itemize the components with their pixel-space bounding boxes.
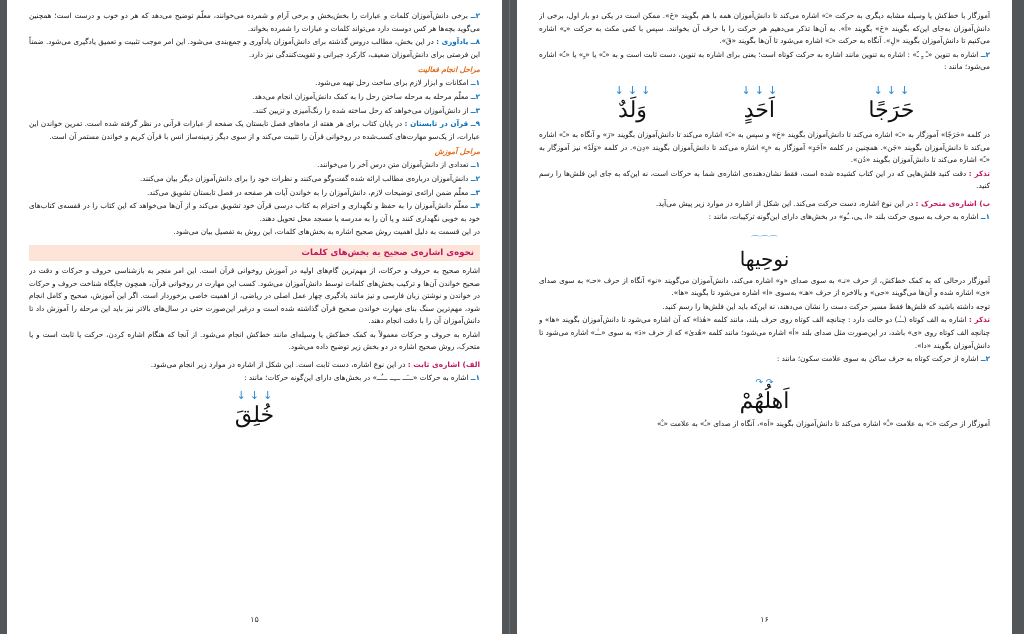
subsection-heading: الف) اشاره‌ی ثابت : در این نوع اشاره، دست ثابت است. این شکل از اشاره در موارد زیر انجام می‌شود. [150, 360, 480, 370]
arrow-curve-icon: ⌒⌒⌒ [750, 235, 778, 246]
page-number: ۱۶ [760, 615, 769, 624]
arrow-down-icon: ↓ [754, 83, 764, 97]
paragraph: توجه داشته باشید که فلش‌ها فقط مسیر حرکت دست را نشان می‌دهند، نه این‌که باید این فلش‌ها را رسم کنید. [662, 301, 990, 311]
paragraph: آموزگار با خط‌کش یا وسیله مشابه دیگری به حرکت «ـَ» اشاره می‌کند تا دانش‌آموزان همه با هم بگویند «خَ». ممکن است در یکی دو بار اول، برخی از دانش‌آموزان به‌جای این‌که بگویند «خَ» بگویند «اَ». به آن‌ها تذکر می‌دهیم هر حرکت را با حرف آن بخوانند. سپس با کمی مکث به حرکت «ـِ» اشاره می‌کنیم تا دانش‌آموزان بگویند «لِ». آنگاه به حرکت «ـَ» اشاره می‌شود تا آن‌ها بگویند «قَ». [539, 11, 990, 46]
arrow-down-icon: ↓ [641, 83, 651, 97]
example-item [615, 84, 651, 123]
page-divider [509, 0, 510, 634]
arrow-curve-icon: ↷ ↷ [755, 377, 774, 388]
paragraph: ۹ــ قرآن در تابستان : در پایان کتاب برای هر هفته از ماه‌های فصل تابستان یک صفحه از عبارات قرآنی در نظر گرفته شده است. تمرین خواندن این عبارات، از یک‌سو مهارت‌های کسب‌شده در روخوانی قرآن را تثبیت می‌کند و از سوی دیگر زمینه‌ساز انس با قرآن کریم و خواندن مستمر آن است. [29, 119, 480, 141]
list-item: ۱ــ تعدادی از دانش‌آموزان متن درس آخر را می‌خوانند. [317, 160, 480, 170]
paragraph: آموزگار از حرکت «ـَ» به علامت «ـْ» اشاره می‌کند تا دانش‌آموزان بگویند «اَه»، آنگاه از صدای «ـُ» به علامت «ـْ» [656, 418, 990, 428]
paragraph: در این قسمت به دلیل اهمیت روش صحیح اشاره به بخش‌های کلمات، این روش به تفصیل بیان می‌شود. [173, 227, 480, 237]
list-item: ۱ــ امکانات و ابزار لازم برای ساخت رحل تهیه می‌شود. [315, 78, 480, 88]
arrow-down-icon: ↓ [627, 83, 638, 97]
example-word: نوحِیها [739, 246, 790, 271]
arrow-down-icon: ↓ [767, 83, 778, 97]
list-item: ۲ــ اشاره به تنوین «ـً ـٍ ـٌ» : اشاره به تنوین مانند اشاره به حرکت کوتاه است؛ یعنی برای اشاره به تنوین، دست ثابت است و به «ـً» یا «ـٍ» یا «ـٌ» اشاره می‌شود؛ مانند : [539, 49, 990, 72]
example-item [742, 84, 778, 123]
list-item: ۲ــ معلّم مرحله به مرحله ساختن رحل را به کمک دانش‌آموزان انجام می‌دهد. [252, 91, 480, 101]
list-item: ۳ــ از دانش‌آموزان می‌خواهد که رحل ساخته شده را رنگ‌آمیزی و تزیین کنند. [252, 105, 480, 115]
subheading: مراحل آموزش [434, 147, 480, 157]
arrow-down-icon: ↓ [741, 83, 751, 97]
list-item: ۲ــ اشاره از حرکت کوتاه به حرف ساکن به سوی علامت سکون؛ مانند : [776, 354, 990, 364]
example-word: اَحَدٍ [743, 97, 775, 123]
page-content [29, 10, 480, 610]
arrow-down-icon: ↓ [236, 388, 246, 402]
section-heading: نحوه‌ی اشاره‌ی صحیح به بخش‌های کلمات [29, 245, 480, 261]
list-item: ۱ــ اشاره به حرف به سوی حرکت بلند «ا، ـِی، ـُو» در بخش‌های دارای این‌گونه ترکیبات، مانند : [708, 211, 990, 221]
paragraph: ۸ــ یادآوری : در این بخش، مطالب دروس گذشته برای دانش‌آموزان یادآوری و جمع‌بندی می‌شود. این امر موجب تثبیت و تعمیق یادگیری می‌شود. ضمناً این فرصتی برای دانش‌آموزان ضعیف، کارکرد جبرانی و تقویت‌کنندگی نیز دارد. [29, 37, 480, 59]
arrow-down-icon: ↓ [249, 388, 260, 402]
example-word: خُلِقَ [234, 402, 275, 428]
list-item: ۴ــ معلّم دانش‌آموزان را به حفظ و نگهداری و احترام به کتاب درسی قرآن خود تشویق می‌کند و از آن‌ها می‌خواهد که این کتاب را در قفسه‌ی کتاب‌های خود به خوبی نگهداری کنند و یا آن را به مدرسه یا مسجد محل تحویل دهند. [29, 201, 480, 223]
arrow-down-icon: ↓ [886, 83, 896, 97]
example-words-row [569, 84, 960, 123]
subheading: مراحل انجام فعالیت [417, 65, 480, 75]
arrow-down-icon: ↓ [614, 83, 624, 97]
paragraph: ۲ــ برخی دانش‌آموزان کلمات و عبارات را بخش‌بخش و برخی آرام و شمرده می‌خوانند، معلّم توضیح می‌دهد که هر دو خوب و درست است؛ همچنین می‌گوید بچه‌ها هر کس دوست دارد می‌تواند کلمات و عبارات را شمرده بخواند. [29, 11, 480, 33]
note: تذکر : دقت کنید فلش‌هایی که در این کتاب کشیده شده است، فقط نشان‌دهنده‌ی اشاره‌ی شما به حرکات است، نه این‌که به جای این فلش‌ها را رسم کنید. [539, 168, 990, 191]
example-word-figure [539, 228, 990, 271]
example-word: حَرَجًا [868, 97, 915, 123]
paragraph: در کلمه «حَرَجًا» آموزگار به «ـَ» اشاره می‌کند تا دانش‌آموزان بگویند «حَ» و سپس به «ـَ» اشاره می‌کند تا دانش‌آموزان بگویند «رَ» و آنگاه به «ـً» اشاره می‌کند تا دانش‌آموزان بگویند «جَن». همچنین در کلمه «اَحَدٍ» آموزگار به «ـٍ» اشاره می‌کند تا دانش‌آموزان بگویند «دِن». در کلمه «وَلَدٌ» نیز آموزگار به «ـٌ» اشاره می‌کند تا دانش‌آموزان بگویند «دُن». [539, 129, 990, 165]
example-word: اَهلُهُمْ [739, 388, 790, 414]
page-content [539, 10, 990, 610]
paragraph: آموزگار درحالی که به کمک خط‌کش، از حرف «نـ» به سوی صدای «و» اشاره می‌کند، دانش‌آموزان می‌گویند «نو» آنگاه از حرف «حـ» به سوی صدای «ی» اشاره شده و آن‌ها می‌گویند «حی» و بالاخره از حرف «هـ» به‌سوی «ا» اشاره می‌شود تا بگویند «ها». [539, 275, 990, 298]
example-word: وَلَدٌ [618, 97, 647, 123]
arrow-down-icon: ↓ [873, 83, 883, 97]
list-item: ۳ــ معلّم ضمن ارائه‌ی توضیحات لازم، دانش‌آموزان را به خواندن آیات هر صفحه در فصل تابستان تشویق می‌کند. [146, 187, 480, 197]
document-page-right [517, 0, 1012, 634]
list-item: ۱ــ اشاره به حرکات «ـــَــ ـــِــ ـــُــ» در بخش‌های دارای این‌گونه حرکات؛ مانند : [244, 373, 480, 383]
list-item: ۲ــ دانش‌آموزان درباره‌ی مطالب ارائه شده گفت‌وگو می‌کنند و نظرات خود را برای دانش‌آموزان دیگر بیان می‌کنند. [139, 173, 480, 183]
paragraph: اشاره صحیح به حروف و حرکات، از مهم‌ترین گام‌های اولیه در آموزش روخوانی قرآن است. این امر منجر به بازشناسی حروف و حرکات و دقت در صحیح خواندن آن‌ها و ترکیب بخش‌های کلمات توسط دانش‌آموزان می‌شود. کسب این مهارت در روخوانی قرآن، همچون جایگاه شناخت حروف و حرکات در خواندن و نوشتن زبان فارسی و نیز مانند یادگیری چهار عمل اصلی در ریاضی، از اهمیت خاصی برخوردار است. اگر این آموزش، صحیح و کامل انجام شود، مهم‌ترین سنگ بنای مهارت خواندن صحیح قرآن گذاشته شده است و درغیر این‌صورت حتی در سال‌های بالاتر نیز باید این مرحله را آموزش داد تا دانش‌آموزان آن را با دقت انجام دهند. [29, 265, 480, 326]
arrow-down-icon: ↓ [263, 388, 273, 402]
example-word-figure [539, 370, 990, 414]
subsection-heading: ب) اشاره‌ی متحرک : در این نوع اشاره، دست حرکت می‌کند. این شکل از اشاره در موارد زیر پیش می‌آید. [655, 198, 990, 208]
arrow-down-icon: ↓ [900, 83, 910, 97]
page-number: ۱۵ [250, 615, 259, 624]
pointer-arrows [29, 389, 480, 403]
example-word-figure [29, 389, 480, 428]
document-page-left [7, 0, 502, 634]
note: تذکر : اشاره به الف کوتاه (ــٰـ) دو حالت دارد : چنانچه الف کوتاه روی حرف بلند، مانند کلمه «هٰذا» که آن اشاره می‌شود تا دانش‌آموزان بگویند «ها» و چنانچه الف کوتاه روی «ی» باشد، در این‌صورت مثل صدای بلند «اَ» اشاره می‌شود؛ مانند کلمه «هُدیٰ» که از حرف «دَ» به سوی «ــٰـ» اشاره می‌شود تا دانش‌آموزان بگویند «دا». [539, 315, 990, 350]
example-item [868, 84, 914, 123]
paragraph: اشاره به حروف و حرکات معمولاً به کمک خط‌کش یا وسیله‌ای مانند خط‌کش انجام می‌شود. از آنجا که هنگام اشاره کردن، حرکت یا ثابت است و یا متحرک، روش صحیح اشاره در دو بخش زیر توضیح داده می‌شود. [29, 329, 480, 352]
